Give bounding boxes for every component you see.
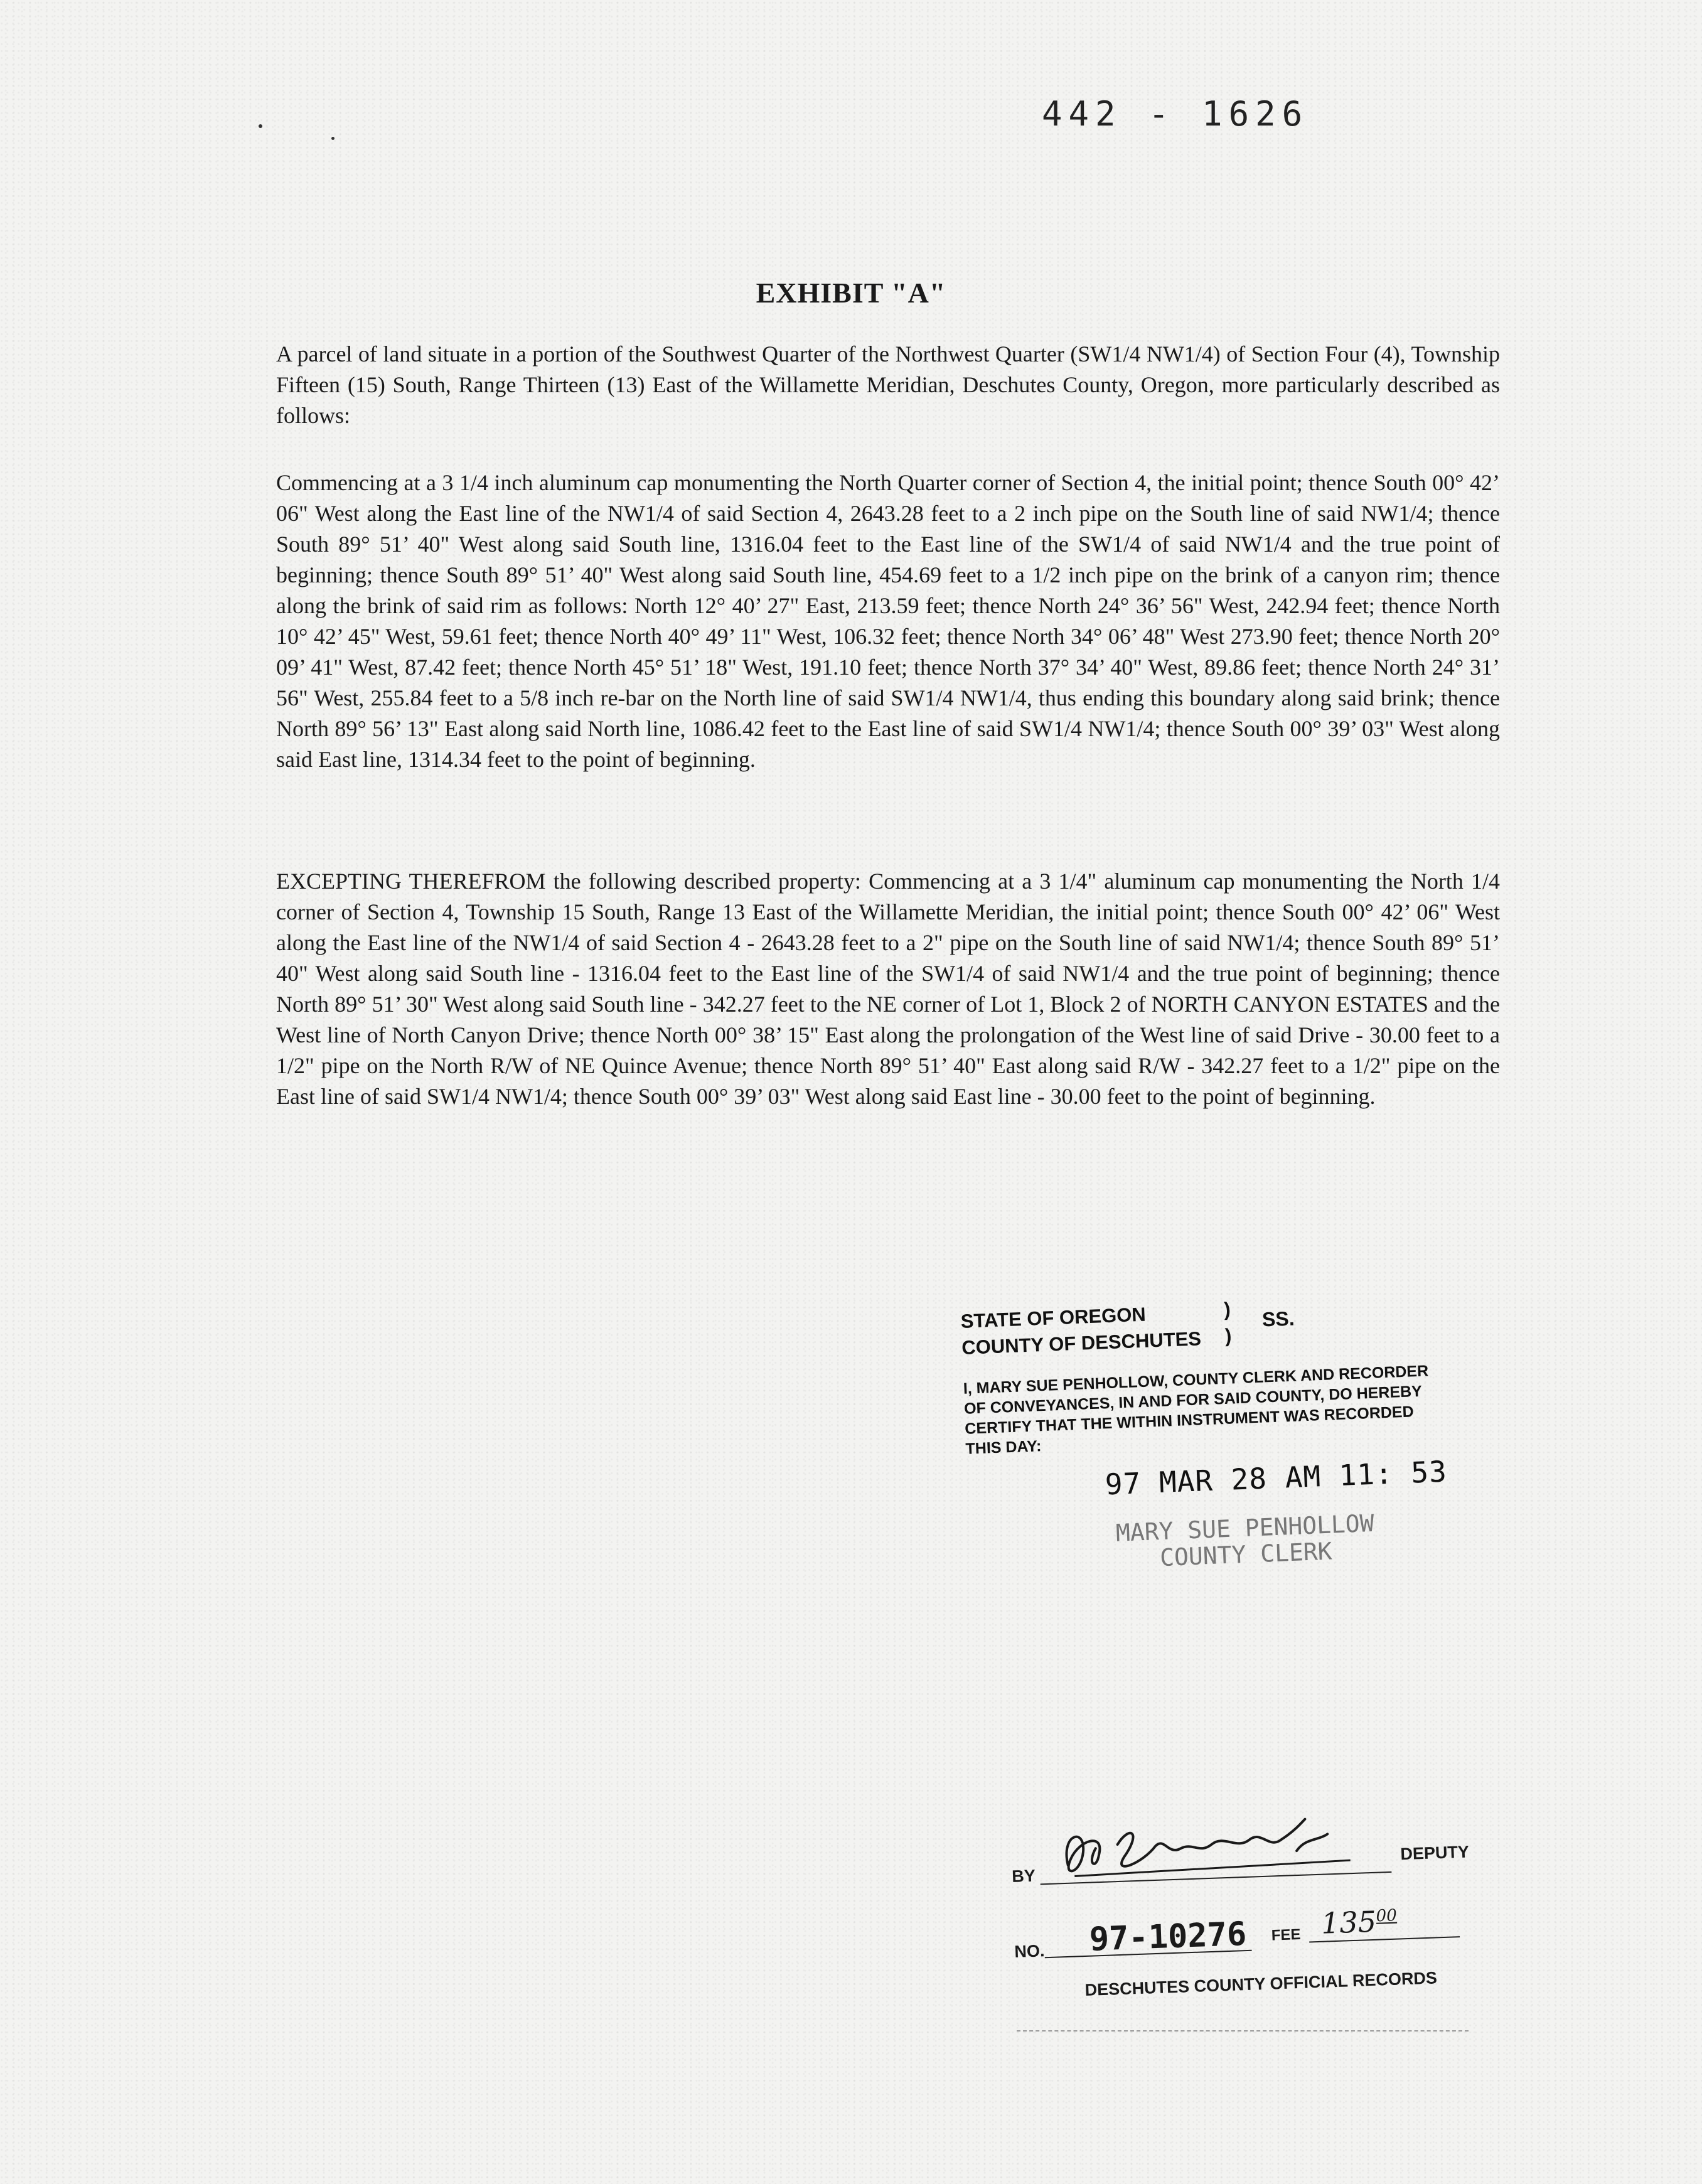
- stamp-clerk-name: MARY SUE PENHOLLOW: [1115, 1509, 1375, 1547]
- stamp-clerk-title: COUNTY CLERK: [1159, 1537, 1333, 1572]
- fee-value: [1320, 1904, 1398, 1940]
- fee-cents: 00: [1376, 1906, 1398, 1926]
- document-number: 97-10276: [1088, 1915, 1248, 1959]
- fee-label: FEE: [1271, 1925, 1301, 1944]
- fee-amount: 135: [1320, 1904, 1377, 1940]
- scan-speck: [259, 124, 262, 128]
- bottom-rule: [1017, 2030, 1469, 2031]
- stamp-brace-bottom: ): [1224, 1324, 1232, 1347]
- stamp-clerk: [1094, 1509, 1397, 1573]
- exhibit-title: EXHIBIT "A": [756, 277, 946, 309]
- boundary-description-paragraph: Commencing at a 3 1/4 inch aluminum cap monumenting the North Quarter corner of Section 4, the initial point; thence South 00° 42’ 06" West along the East line of the NW1/4 of said Section 4, 2643.28 feet to a 2 inch pipe on the South line of said NW1/4; thence South 89° 51’ 40" West along said South line, 1316.04 feet to the East line of the SW1/4 of said NW1/4 and the true point of beginning; thence South 89° 51’ 40" West along said South line, 454.69 feet to a 1/2 inch pipe on the brink of a canyon rim; thence along the brink of said rim as follows: North 12° 40’ 27" East, 213.59 feet; thence North 24° 36’ 56" West, 242.94 feet; thence North 10° 42’ 45" West, 59.61 feet; thence North 40° 49’ 11" West, 106.32 feet; thence North 34° 06’ 48" West 273.90 feet; thence North 20° 09’ 41" West, 87.42 feet; thence North 45° 51’ 18" West, 191.10 feet; thence North 37° 34’ 40" West, 89.86 feet; thence North 24° 31’ 56" West, 255.84 feet to a 5/8 inch re-bar on the North line of said SW1/4 NW1/4, thus ending this boundary along said brink; thence North 89° 56’ 13" East along said North line, 1086.42 feet to the East line of said SW1/4 NW1/4; thence South 00° 39’ 03" West along said East line, 1314.34 feet to the point of beginning.: [276, 470, 1500, 772]
- stamp-brace-top: ): [1223, 1298, 1231, 1320]
- official-records-label: DESCHUTES COUNTY OFFICIAL RECORDS: [1084, 1968, 1438, 1999]
- stamp-state: STATE OF OREGON: [960, 1303, 1147, 1332]
- deputy-label: DEPUTY: [1400, 1842, 1470, 1864]
- stamp-county: COUNTY OF DESCHUTES: [961, 1327, 1202, 1359]
- stamp-certification: I, MARY SUE PENHOLLOW, COUNTY CLERK AND RECORDER OF CONVEYANCES, IN AND FOR SAID COUNTY, DO HEREBY CERTIFY THAT THE WITHIN INSTRUMENT WAS RECORDED THIS DAY:: [963, 1362, 1429, 1458]
- parcel-description-paragraph: A parcel of land situate in a portion of the Southwest Quarter of the Northwest Quarter (SW1/4 NW1/4) of Section Four (4), Township Fifteen (15) South, Range Thirteen (13) East of the Willamette Meridian, Deschutes County, Oregon, more particularly described as follows:: [276, 341, 1500, 428]
- recording-number: 442 - 1626: [1042, 94, 1309, 134]
- by-label: BY: [1011, 1866, 1036, 1886]
- exception-paragraph: EXCEPTING THEREFROM the following described property: Commencing at a 3 1/4" aluminum cap monumenting the North 1/4 corner of Section 4, Township 15 South, Range 13 East of the Willamette Meridian, the initial point; thence South 00° 42’ 06" West along the East line of the NW1/4 of said Section 4 - 2643.28 feet to a 2" pipe on the South line of said NW1/4; thence South 89° 51’ 40" West along said South line - 1316.04 feet to the East line of the SW1/4 of said NW1/4 and the true point of beginning; thence North 89° 51’ 30" West along said South line - 342.27 feet to the NE corner of Lot 1, Block 2 of NORTH CANYON ESTATES and the West line of North Canyon Drive; thence North 00° 38’ 15" East along the prolongation of the West line of said Drive - 30.00 feet to a 1/2" pipe on the North R/W of NE Quince Avenue; thence North 89° 51’ 40" East along said R/W - 342.27 feet to a 1/2" pipe on the East line of said SW1/4 NW1/4; thence South 00° 39’ 03" West along said East line - 30.00 feet to the point of beginning.: [276, 869, 1500, 1109]
- stamp-recorded-time: 97 MAR 28 AM 11: 53: [1104, 1454, 1448, 1502]
- no-label: NO.: [1014, 1941, 1045, 1961]
- scan-speck: [331, 137, 335, 140]
- stamp-ss: SS.: [1261, 1307, 1295, 1331]
- signature-block: [1010, 1818, 1512, 1999]
- recording-stamp: [960, 1289, 1472, 1578]
